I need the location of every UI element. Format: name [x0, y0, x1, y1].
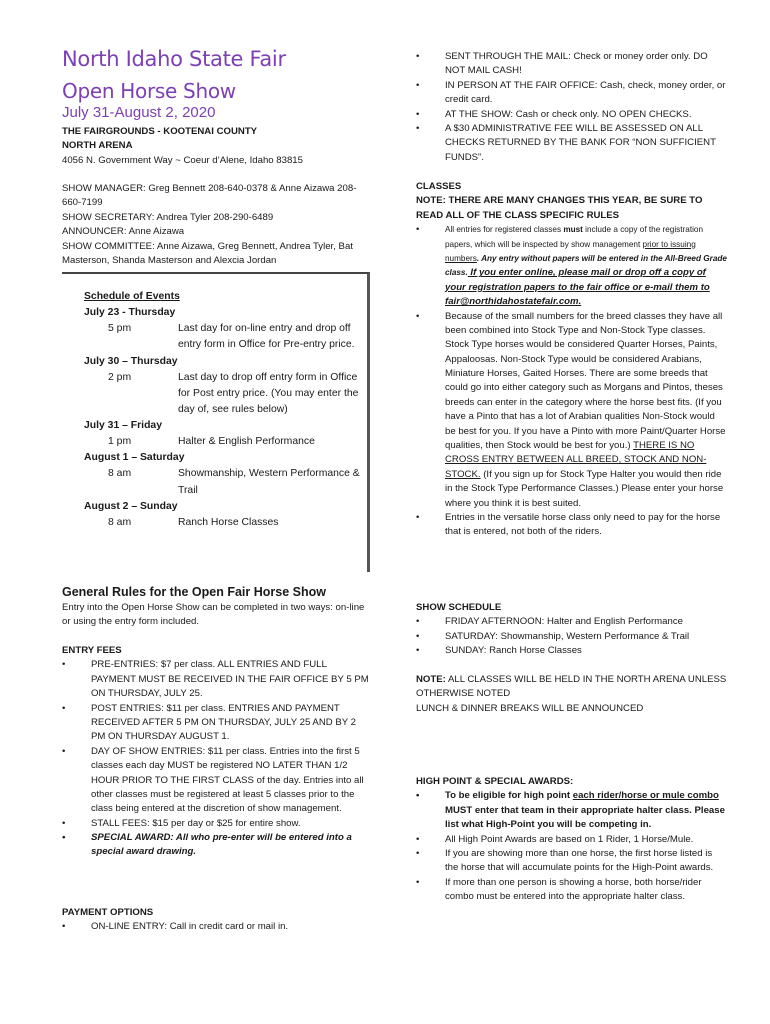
- schedule-heading: Schedule of Events: [84, 291, 180, 302]
- event-desc: Halter & English Performance: [178, 436, 315, 448]
- announcer: ANNOUNCER: Anne Aizawa: [62, 226, 185, 238]
- event-time: 1 pm: [108, 436, 132, 448]
- event-desc: Showmanship, Western Performance & Trail: [178, 468, 360, 496]
- list-item: [416, 310, 728, 511]
- event-desc: Ranch Horse Classes: [178, 516, 279, 528]
- classes-heading: CLASSES: [416, 181, 462, 192]
- arena-note-section: [416, 673, 728, 716]
- entry-fees-section: [62, 644, 372, 860]
- eligibility-text-2: MUST enter that team in their appropriate halter class. Please list what High-Point you will be competing in.: [445, 804, 725, 831]
- payment-heading: PAYMENT OPTIONS: [62, 907, 154, 918]
- event-time: 8 am: [108, 516, 132, 528]
- event-time: 5 pm: [108, 323, 132, 335]
- no-cross-entry-text: THERE IS NO CROSS ENTRY BETWEEN ALL BREED, STOCK AND NON-STOCK.: [445, 440, 707, 480]
- classes-section: [416, 180, 728, 540]
- general-rules-title: General Rules for the Open Fair Horse Show: [62, 585, 326, 599]
- schedule-day: August 2 – Sunday: [84, 500, 178, 512]
- schedule-day: July 31 – Friday: [84, 420, 162, 431]
- list-item: • SUNDAY: Ranch Horse Classes: [416, 644, 728, 658]
- list-item: • FRIDAY AFTERNOON: Halter and English Performance: [416, 615, 728, 629]
- breed-classes-text: Because of the small numbers for the breed classes they have all been combined into Stock Type and Non-Stock Type classes. Stock Type horses would be considered Quarter Horses, Paints, Appaloosas. Non-Stock Type would be considered Arabians, Miniature Horses, Gaited Horses. There are some breeds that could go into either category such as Morgans and Pintos, theses breeds can enter in the category where the horse best fits. (If you have a Pinto that has a lot of Arabian qualities Non-Stock would be best for you. If you have a Pinto with more Paint/Quarter Horse qualities, then Stock would be best for you.): [445, 310, 726, 452]
- list-item: • All High Point Awards are based on 1 Rider, 1 Horse/Mule.: [416, 833, 728, 847]
- payment-options-continued: [416, 50, 726, 165]
- high-point-heading: HIGH POINT & SPECIAL AWARDS:: [416, 776, 574, 787]
- breed-classes-text-2: (If you sign up for Stock Type Halter you would then ride in the Stock Type Performance Classes.) Please enter your horse where you think it is best suited.: [445, 468, 724, 509]
- entry-fees-heading: ENTRY FEES: [62, 645, 122, 656]
- show-schedule-heading: SHOW SCHEDULE: [416, 602, 502, 613]
- show-secretary: SHOW SECRETARY: Andrea Tyler 208-290-6489: [62, 211, 274, 223]
- venue-name: THE FAIRGROUNDS - KOOTENAI COUNTY: [62, 126, 258, 137]
- event-time: 8 am: [108, 468, 132, 480]
- staff-block: [62, 182, 367, 268]
- schedule-event: [84, 515, 364, 531]
- note-text: ALL CLASSES WILL BE HELD IN THE NORTH ARENA UNLESS OTHERWISE NOTED: [416, 674, 727, 700]
- list-item: • If more than one person is showing a horse, both horse/rider combo must be entered into the appropriate halter class.: [416, 876, 728, 905]
- page-subtitle: Open Horse Show: [62, 79, 236, 103]
- schedule-day: August 1 – Saturday: [84, 452, 185, 464]
- list-item: • Entries in the versatile horse class only need to pay for the horse that is entered, not both of the riders.: [416, 511, 728, 540]
- schedule-event: [84, 434, 364, 450]
- arena-note: [416, 673, 728, 702]
- list-item: • DAY OF SHOW ENTRIES: $11 per class. Entries into the first 5 classes each day MUST be registered NO LATER THAN 1/2 HOUR PRIOR TO THE FIRST CLASS of the day. Entries into all other classes must be registered at least 5 classes prior to the class being entered at the discretion of show management.: [62, 745, 372, 817]
- list-item: [416, 789, 728, 832]
- list-item: [416, 223, 728, 309]
- list-item: • If you are showing more than one horse, the first horse listed is the horse that will accumulate points for the High-Point awards.: [416, 847, 728, 876]
- list-item: • STALL FEES: $15 per day or $25 for entire show.: [62, 817, 372, 831]
- schedule-day: July 30 – Thursday: [84, 355, 178, 367]
- special-award-item: • SPECIAL AWARD: All who pre-enter will be entered into a special award drawing.: [62, 831, 372, 860]
- schedule-event: [84, 370, 364, 418]
- list-item: • SENT THROUGH THE MAIL: Check or money order only. DO NOT MAIL CASH!: [416, 50, 726, 79]
- event-dates: July 31-August 2, 2020: [62, 104, 216, 121]
- list-item: • SATURDAY: Showmanship, Western Performance & Trail: [416, 630, 728, 644]
- schedule-of-events: [84, 289, 364, 531]
- registration-text-2: include a copy of the registration papers, which will be inspected by show management: [445, 225, 704, 249]
- list-item: • AT THE SHOW: Cash or check only. NO OPEN CHECKS.: [416, 108, 726, 122]
- list-item: • POST ENTRIES: $11 per class. ENTRIES AND PAYMENT RECEIVED AFTER 5 PM ON THURSDAY, JULY 25 AND BY 2 PM ON THURSDAY AUGUST 1.: [62, 702, 372, 745]
- list-item: • ON-LINE ENTRY: Call in credit card or mail in.: [62, 920, 372, 934]
- show-manager: SHOW MANAGER: Greg Bennett 208-640-0378 & Anne Aizawa 208-660-7199: [62, 183, 357, 209]
- payment-options-section: [62, 906, 372, 935]
- venue-address: 4056 N. Government Way ~ Coeur d’Alene, Idaho 83815: [62, 154, 303, 166]
- schedule-event: [84, 321, 364, 353]
- must-text: must: [563, 225, 583, 235]
- note-label: NOTE:: [416, 674, 446, 685]
- list-item: • A $30 ADMINISTRATIVE FEE WILL BE ASSESSED ON ALL CHECKS RETURNED BY THE BANK FOR “NON SUFFICIENT FUNDS”.: [416, 122, 726, 165]
- event-desc: Last day to drop off entry form in Office for Post entry price. (You may enter the day of, see rules below): [178, 371, 359, 415]
- schedule-day: July 23 - Thursday: [84, 307, 176, 319]
- eligibility-text: To be eligible for high point: [445, 790, 573, 802]
- event-time: 2 pm: [108, 371, 132, 383]
- show-schedule-section: [416, 601, 728, 659]
- list-item: • IN PERSON AT THE FAIR OFFICE: Cash, check, money order, or credit card.: [416, 79, 726, 108]
- registration-text: All entries for registered classes: [445, 225, 564, 235]
- venue-block: [62, 125, 372, 168]
- list-item: • PRE-ENTRIES: $7 per class. ALL ENTRIES AND FULL PAYMENT MUST BE RECEIVED IN THE FAIR OFFICE BY 5 PM ON THURSDAY, JULY 25.: [62, 658, 372, 701]
- lunch-note: LUNCH & DINNER BREAKS WILL BE ANNOUNCED: [416, 702, 644, 714]
- high-point-section: [416, 775, 728, 905]
- venue-arena: NORTH ARENA: [62, 140, 133, 152]
- grade-class-text: . Any entry without papers will be entered in the All-Breed Grade class.: [445, 253, 727, 278]
- classes-note: NOTE: THERE ARE MANY CHANGES THIS YEAR, BE SURE TO READ ALL OF THE CLASS SPECIFIC RULES: [416, 195, 703, 221]
- online-entry-note: If you enter online, please mail or drop off a copy of your registration papers to the fair office or e-mail them to fair@northidahostatefair.com.: [445, 267, 710, 308]
- prior-to-numbers-text: prior to issuing numbers: [445, 239, 696, 263]
- show-committee: SHOW COMMITTEE: Anne Aizawa, Greg Bennett, Andrea Tyler, Bat Masterson, Shanda Masterson and Alexcia Jordan: [62, 240, 353, 266]
- event-desc: Last day for on-line entry and drop off entry form in Office for Pre-entry price.: [178, 323, 355, 351]
- general-rules-intro: Entry into the Open Horse Show can be completed in two ways: on-line or using the entry form included.: [62, 602, 365, 628]
- page-title: North Idaho State Fair: [62, 47, 286, 71]
- schedule-event: [84, 466, 364, 498]
- combo-text: each rider/horse or mule combo: [572, 790, 719, 802]
